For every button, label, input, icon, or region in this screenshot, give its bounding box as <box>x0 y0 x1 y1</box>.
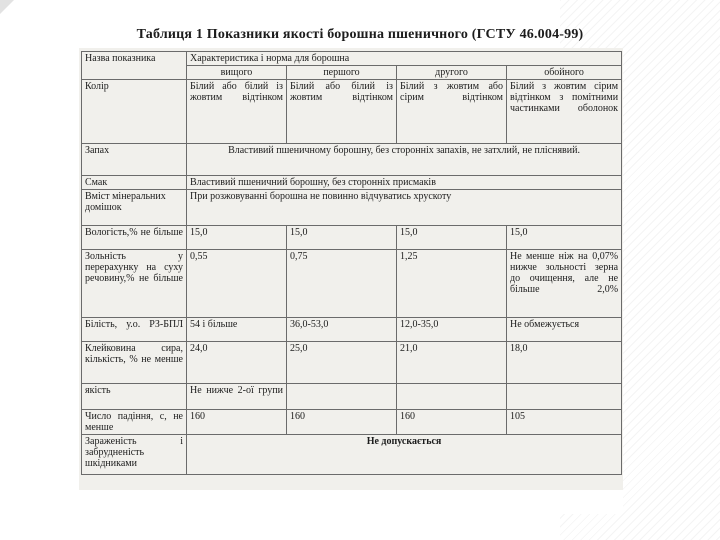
cell-pests: Не допускається <box>187 435 622 475</box>
cell-moisture-4: 15,0 <box>507 226 622 250</box>
row-name-ash: Зольність у перерахунку на суху речовину,% не більше <box>82 250 187 318</box>
row-name-mineral: Вміст мінеральних домішок <box>82 190 187 226</box>
table-row <box>82 250 622 318</box>
row-name-color: Колір <box>82 80 187 144</box>
header-grade-3: другого <box>397 66 507 80</box>
cell-taste: Властивий пшеничний борошну, без сторонніх присмаків <box>187 176 622 190</box>
table-row <box>82 342 622 384</box>
quality-table <box>81 51 622 475</box>
header-grade-4: обойного <box>507 66 622 80</box>
header-grade-2: першого <box>287 66 397 80</box>
row-name-whiteness: Білість, у.о. РЗ-БПЛ <box>82 318 187 342</box>
cell-ash-3: 1,25 <box>397 250 507 318</box>
header-grade-1: вищого <box>187 66 287 80</box>
cell-quality-empty-4 <box>507 384 622 410</box>
table-row <box>82 318 622 342</box>
cell-quality-empty-2 <box>287 384 397 410</box>
cell-whiteness-3: 12,0-35,0 <box>397 318 507 342</box>
header-group: Характеристика і норма для борошна <box>187 52 622 66</box>
cell-falling-4: 105 <box>507 410 622 435</box>
cell-whiteness-1: 54 і більше <box>187 318 287 342</box>
cell-falling-2: 160 <box>287 410 397 435</box>
table-sheet-footer <box>79 490 623 514</box>
cell-ash-2: 0,75 <box>287 250 397 318</box>
table-header-row <box>82 52 622 66</box>
cell-smell: Властивий пшеничному борошну, без сторонніх запахів, не затхлий, не пліснявий. <box>187 144 622 176</box>
cell-whiteness-2: 36,0-53,0 <box>287 318 397 342</box>
cell-mineral: При розжовуванні борошна не повинно відчуватись хрускоту <box>187 190 622 226</box>
cell-gluten-1: 24,0 <box>187 342 287 384</box>
cell-falling-3: 160 <box>397 410 507 435</box>
row-name-pests: Зараженість і забрудненість шкідниками <box>82 435 187 475</box>
cell-moisture-3: 15,0 <box>397 226 507 250</box>
corner-decoration <box>0 0 14 14</box>
cell-ash-1: 0,55 <box>187 250 287 318</box>
cell-gluten-3: 21,0 <box>397 342 507 384</box>
cell-falling-1: 160 <box>187 410 287 435</box>
cell-color-1: Білий або білий із жовтим відтінком <box>187 80 287 144</box>
table-row <box>82 384 622 410</box>
cell-color-4: Білий з жовтим сірим відтінком з помітними частинками оболонок <box>507 80 622 144</box>
cell-ash-4: Не менше ніж на 0,07% нижче зольності зерна до очищення, але не більше 2,0% <box>507 250 622 318</box>
row-name-falling: Число падіння, с, не менше <box>82 410 187 435</box>
cell-color-3: Білий з жовтим або сірим відтінком <box>397 80 507 144</box>
table-row <box>82 190 622 226</box>
cell-quality-empty-3 <box>397 384 507 410</box>
row-name-moisture: Вологість,% не більше <box>82 226 187 250</box>
page-title: Таблиця 1 Показники якості борошна пшеничного (ГСТУ 46.004-99) <box>136 27 584 42</box>
cell-color-2: Білий або білий із жовтим відтінком <box>287 80 397 144</box>
table-row <box>82 410 622 435</box>
cell-whiteness-4: Не обмежується <box>507 318 622 342</box>
cell-gluten-4: 18,0 <box>507 342 622 384</box>
table-row <box>82 80 622 144</box>
table-row <box>82 176 622 190</box>
table-row <box>82 435 622 475</box>
row-name-taste: Смак <box>82 176 187 190</box>
table-row <box>82 144 622 176</box>
cell-quality: Не нижче 2-ої групи <box>187 384 287 410</box>
header-name-column: Назва показника <box>82 52 187 80</box>
row-name-quality: якість <box>82 384 187 410</box>
row-name-smell: Запах <box>82 144 187 176</box>
cell-gluten-2: 25,0 <box>287 342 397 384</box>
cell-moisture-1: 15,0 <box>187 226 287 250</box>
table-row <box>82 226 622 250</box>
row-name-gluten: Клейковина сира, кількість, % не менше <box>82 342 187 384</box>
cell-moisture-2: 15,0 <box>287 226 397 250</box>
